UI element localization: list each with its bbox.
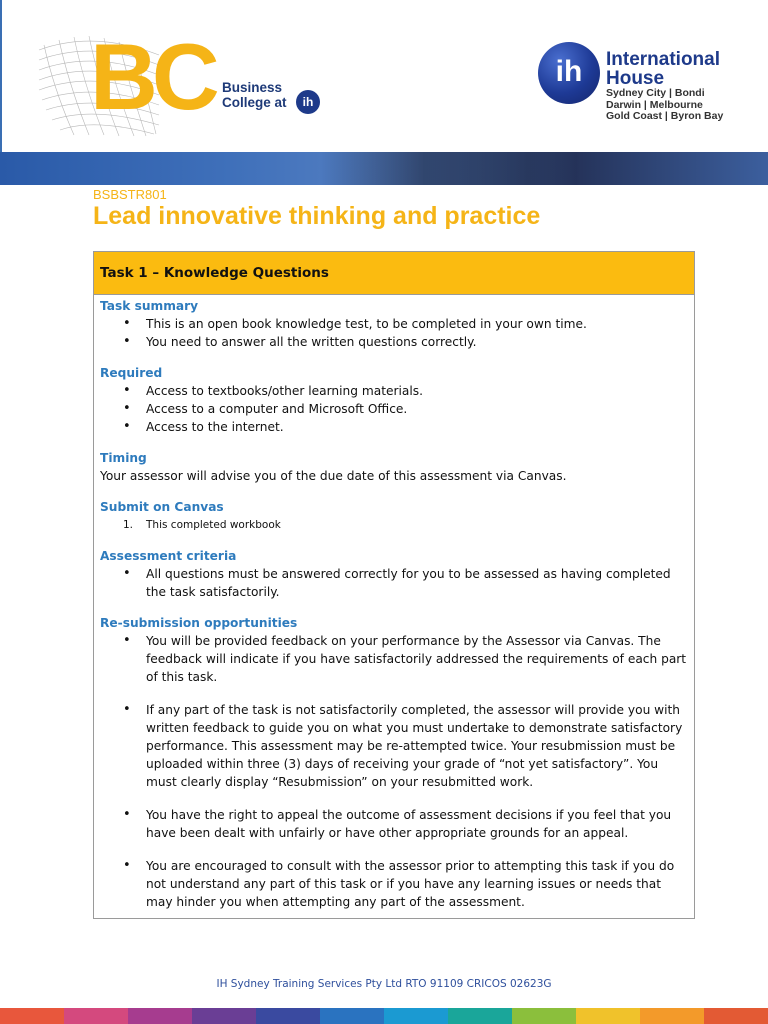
submit-heading: Submit on Canvas [100,500,224,514]
list-item: • You need to answer all the written questions correctly. [100,333,688,351]
color-stripe-segment [512,1008,576,1024]
color-stripe-segment [0,1008,64,1024]
task-body [94,295,694,911]
color-stripe-segment [128,1008,192,1024]
left-accent-rule [0,0,2,152]
ih-location-line: Darwin | Melbourne [606,98,703,111]
ih-location-line: Gold Coast | Byron Bay [606,110,724,122]
list-item: • You have the right to appeal the outcome of assessment decisions if you feel that you have been dealt with unfairly or have other appropriate grounds for an appeal. [100,806,688,842]
list-number: 1. [123,519,134,531]
ih-name-line2: House [606,68,665,89]
ih-name-line1: International [606,49,721,70]
color-stripe-segment [320,1008,384,1024]
color-stripe-segment [256,1008,320,1024]
list-item: • All questions must be answered correctly for you to be assessed as having completed the task satisfactorily. [100,565,688,601]
required-heading: Required [100,366,163,380]
page-header [0,0,768,152]
required-list [100,382,688,436]
list-item: • You will be provided feedback on your performance by the Assessor via Canvas. The feedback will indicate if you have satisfactorily addressed the requirements of each part of this task. [100,632,688,686]
task-info-table [93,251,695,919]
list-item: • Access to a computer and Microsoft Office. [100,400,688,418]
footer-text: IH Sydney Training Services Pty Ltd RTO 91109 CRICOS 02623G [216,978,552,990]
criteria-list [100,565,688,601]
task-summary-list [100,315,688,351]
list-item [100,516,688,534]
resubmission-heading: Re-submission opportunities [100,616,298,630]
header-banner-image [0,152,768,185]
bc-logo-letters: BC [90,24,214,129]
bc-logo-line1: Business [222,80,283,95]
color-stripe-segment [640,1008,704,1024]
task-summary-heading: Task summary [100,299,199,313]
timing-heading: Timing [100,451,147,465]
bc-ih-badge-icon: ih [296,90,320,114]
task-title: Task 1 – Knowledge Questions [94,252,694,295]
color-stripe-segment [384,1008,448,1024]
list-item: • This is an open book knowledge test, to be completed in your own time. [100,315,688,333]
ih-locations [606,88,723,123]
color-stripe-segment [704,1008,768,1024]
unit-title: Lead innovative thinking and practice [93,202,541,230]
resubmission-list [100,632,688,911]
bc-logo-line2: College at [222,95,287,110]
timing-text: Your assessor will advise you of the due date of this assessment via Canvas. [100,469,567,483]
submit-item-text: This completed workbook [146,519,281,531]
banner-shade [320,152,580,185]
bc-logo-text [222,80,287,110]
unit-code: BSBSTR801 [93,187,167,202]
ih-badge-text: ih [555,55,583,88]
list-item: • If any part of the task is not satisfactorily completed, the assessor will provide you with written feedback to guide you on what you must undertake to demonstrate satisfactory performance. This assessment may be re-attempted twice. Your resubmission must be uploaded within three (3) days of receiving your grade of “not yet satisfactory”. You must clearly display “Resubmission” on your resubmitted work. [100,701,688,791]
business-college-logo [34,24,334,140]
list-item: • Access to textbooks/other learning materials. [100,382,688,400]
submit-list [100,516,688,534]
criteria-heading: Assessment criteria [100,549,237,563]
footer-color-stripe [0,1008,768,1024]
ih-location-line: Sydney City | Bondi [606,87,705,99]
color-stripe-segment [64,1008,128,1024]
color-stripe-segment [576,1008,640,1024]
ih-logo-name [606,50,720,88]
list-item: • You are encouraged to consult with the assessor prior to attempting this task if you do not understand any part of this task or if you have any learning issues or needs that may hinder you when attempting any part of the assessment. [100,857,688,911]
international-house-logo [538,40,738,130]
list-item: • Access to the internet. [100,418,688,436]
color-stripe-segment [448,1008,512,1024]
color-stripe-segment [192,1008,256,1024]
